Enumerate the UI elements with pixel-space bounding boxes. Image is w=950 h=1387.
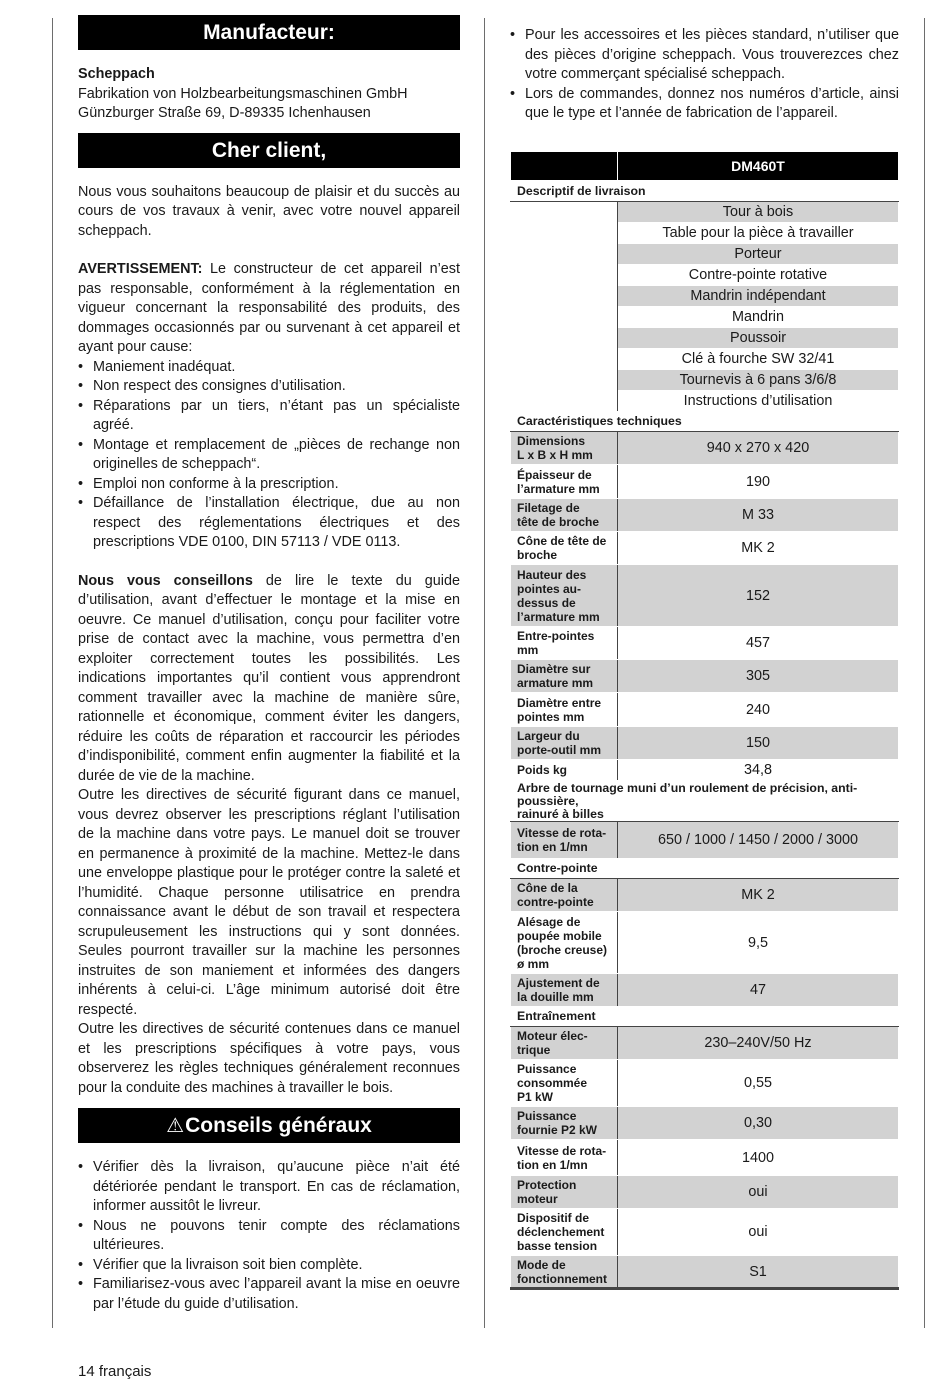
section-row [511, 1007, 899, 1027]
warning-paragraph [78, 260, 460, 358]
safety-paragraph: Outre les directives de sécurité figurant dans ce manuel, vous devrez observer les prescriptions réglant l’utilisation de la machine dans votre pays. Le manuel doit se trouver en permanence à proximité de la machine. Mettez-le dans une enveloppe plastique pour le protéger contre la saleté et l’humidité. Chaque personne utilisatrice en prendra connaissance avant le début de son travail et respectera scrupuleusement les instructions qui y sont données. Seules pourront travailler sur la machine les personnes instruites de son maniement et informées des dangers inhérents à celui-ci. L’âge minimum autorisé doit être respecté. [78, 787, 460, 1018]
model-header-row [511, 152, 899, 181]
delivery-item: Table pour la pièce à travailler [618, 223, 899, 244]
general-advice-item: • Vérifier que la livraison soit bien complète. [78, 1256, 460, 1276]
spec-label: Moteur élec- trique [511, 1027, 618, 1060]
spec-label: Mode de fonctionnement [511, 1256, 618, 1289]
delivery-item: Tournevis à 6 pans 3/6/8 [618, 370, 899, 391]
spec-row [511, 1256, 899, 1289]
delivery-item: Instructions d’utilisation [618, 391, 899, 412]
section-row [511, 181, 899, 202]
spec-label: Vitesse de rota- tion en 1/mn [511, 1140, 618, 1176]
manufacturer-name: Scheppach [78, 66, 155, 82]
parts-advice-item: • Pour les accessoires et les pièces standard, n’utiliser que des pièces d’origine scheppach. Vous trouverezces chez votre commerçant spécialisé scheppach. [510, 26, 899, 85]
general-advice-item: • Vérifier dès la livraison, qu’aucune pièce n’ait été détériorée pendant le transport. En cas de réclamation, informer aussitôt le livreur. [78, 1158, 460, 1217]
spec-value: oui [618, 1209, 899, 1256]
warning-text: Le constructeur de cet appareil n’est pas responsable, conformément à la réglementation en vigueur concernant la responsabilité des produits, des dommages occasionnés par ou survenant à cet appareil et ayant pour cause: [78, 261, 460, 355]
general-advice-list [78, 1158, 460, 1314]
spec-label: Hauteur des pointes au- dessus de l’armature mm [511, 565, 618, 627]
spec-row [511, 465, 899, 499]
drive-section-title: Entraînement [511, 1007, 899, 1027]
spec-row [511, 532, 899, 565]
spec-row [511, 1027, 899, 1060]
tailstock-section-title: Contre-pointe [511, 859, 899, 879]
spec-value: S1 [618, 1256, 899, 1289]
spec-value: 940 x 270 x 420 [618, 432, 899, 465]
spec-value: 457 [618, 627, 899, 660]
causes-list [78, 358, 460, 553]
advice-label: Nous vous conseillons [78, 572, 253, 589]
spec-label: Diamètre entre pointes mm [511, 693, 618, 727]
spec-row [511, 822, 899, 859]
spec-value: M 33 [618, 499, 899, 532]
spec-row [511, 727, 899, 760]
cause-item: • Montage et remplacement de „pièces de rechange non originelles de scheppach“. [78, 436, 460, 475]
parts-advice-list [510, 26, 899, 124]
specifications-table [510, 151, 899, 1290]
general-advice-heading [78, 1108, 460, 1143]
spec-value: 305 [618, 660, 899, 693]
spec-row [511, 974, 899, 1007]
delivery-blank-cell [511, 202, 618, 412]
right-margin-rule [924, 18, 925, 1328]
spec-row [511, 1176, 899, 1209]
spec-row [511, 879, 899, 912]
spec-value: 34,8 [618, 760, 899, 781]
spec-row [511, 627, 899, 660]
general-advice-title: Conseils généraux [185, 1114, 372, 1137]
spec-value: MK 2 [618, 879, 899, 912]
cause-item: • Réparations par un tiers, n’étant pas un spécialiste agréé. [78, 397, 460, 436]
spec-row [511, 432, 899, 465]
spec-value: 152 [618, 565, 899, 627]
spindle-section-title: Arbre de tournage muni d’un roulement de précision, anti-poussière, rainuré à billes [511, 781, 899, 822]
delivery-item: Contre-pointe rotative [618, 265, 899, 286]
spec-label: Diamètre sur armature mm [511, 660, 618, 693]
cause-item: • Emploi non conforme à la prescription. [78, 475, 460, 495]
spec-label: Entre-pointes mm [511, 627, 618, 660]
left-margin-rule [52, 18, 53, 1328]
spec-value: 650 / 1000 / 1450 / 2000 / 3000 [618, 822, 899, 859]
spec-value: oui [618, 1176, 899, 1209]
spec-value: 0,30 [618, 1107, 899, 1140]
spec-row [511, 660, 899, 693]
cause-item: • Défaillance de l’installation électrique, due au non respect des réglementations électriques et des prescriptions VDE 0100, DIN 57113 / VDE 0113. [78, 494, 460, 553]
delivery-item: Poussoir [618, 328, 899, 349]
general-advice-item: • Familiarisez-vous avec l’appareil avant la mise en oeuvre par l’étude du guide d’utilisation. [78, 1275, 460, 1314]
delivery-item: Clé à fourche SW 32/41 [618, 349, 899, 370]
spec-row [511, 912, 899, 974]
section-row [511, 859, 899, 879]
cause-item: • Maniement inadéquat. [78, 358, 460, 378]
delivery-item: Mandrin [618, 307, 899, 328]
spec-label: Protection moteur [511, 1176, 618, 1209]
page-footer: 14 français [78, 1363, 152, 1380]
model-name: DM460T [618, 152, 899, 181]
section-row [511, 781, 899, 822]
spec-value: 9,5 [618, 912, 899, 974]
spec-label: Épaisseur de l’armature mm [511, 465, 618, 499]
delivery-item: Tour à bois [618, 202, 899, 223]
spec-value: 1400 [618, 1140, 899, 1176]
model-header-spacer [511, 152, 618, 181]
warning-label: AVERTISSEMENT: [78, 261, 203, 277]
spec-label: Largeur du porte-outil mm [511, 727, 618, 760]
spec-label: Alésage de poupée mobile (broche creuse) ø mm [511, 912, 618, 974]
advice-paragraph [78, 572, 460, 787]
tech-section-title: Caractéristiques techniques [511, 412, 899, 432]
spec-row [511, 1060, 899, 1107]
spec-value: 240 [618, 693, 899, 727]
delivery-item: Porteur [618, 244, 899, 265]
spec-label: Puissance consommée P1 kW [511, 1060, 618, 1107]
warning-triangle-icon: ⚠ [166, 1115, 185, 1137]
spec-row [511, 1209, 899, 1256]
spec-value: 190 [618, 465, 899, 499]
right-column [510, 26, 899, 124]
advice-text: de lire le texte du guide d’utilisation, avant d’effectuer le montage et la mise en oeuvre. Ce manuel d’utilisation, conçu pour faciliter votre prise de contact avec la machine, vous permettra d’en exploiter correctement toutes les possibilités. Les indications importantes qu’il contient vous apprendront comment travailler avec la machine de manière sûre, rationnelle et économique, comment éviter les dangers, réduire les coûts de réparation et raccourcir les périodes d’indisponibilité, comment enfin augmenter la fiabilité et la durée de vie de la machine. [78, 572, 460, 784]
spec-row [511, 693, 899, 727]
delivery-row [511, 202, 899, 223]
spec-label: Filetage de tête de broche [511, 499, 618, 532]
general-advice-item: • Nous ne pouvons tenir compte des réclamations ultérieures. [78, 1217, 460, 1256]
manufacturer-address: Günzburger Straße 69, D-89335 Ichenhausen [78, 105, 371, 121]
spec-row [511, 565, 899, 627]
spec-label: Cône de la contre-pointe [511, 879, 618, 912]
spec-label: Puissance fournie P2 kW [511, 1107, 618, 1140]
left-column [78, 15, 460, 1314]
section-row [511, 412, 899, 432]
parts-advice-item: • Lors de commandes, donnez nos numéros d’article, ainsi que le type et l’année de fabrication de l’appareil. [510, 85, 899, 124]
delivery-section-title: Descriptif de livraison [511, 181, 899, 202]
center-column-rule [484, 18, 485, 1328]
spec-value: 150 [618, 727, 899, 760]
spec-row [511, 1140, 899, 1176]
spec-label: Vitesse de rota- tion en 1/mn [511, 822, 618, 859]
spec-value: MK 2 [618, 532, 899, 565]
cause-item: • Non respect des consignes d’utilisation. [78, 377, 460, 397]
client-intro: Nous vous souhaitons beaucoup de plaisir et du succès au cours de vos travaux à venir, avec votre nouvel appareil scheppach. [78, 183, 460, 239]
spec-row [511, 499, 899, 532]
spec-row [511, 1107, 899, 1140]
spec-label: Poids kg [511, 760, 618, 781]
spec-row [511, 760, 899, 781]
spec-value: 47 [618, 974, 899, 1007]
manufacturer-heading: Manufacteur: [78, 15, 460, 50]
spec-label: Cône de tête de broche [511, 532, 618, 565]
spec-label: Ajustement de la douille mm [511, 974, 618, 1007]
manufacturer-line-1: Fabrikation von Holzbearbeitungsmaschinen GmbH [78, 85, 408, 102]
spec-label: Dimensions L x B x H mm [511, 432, 618, 465]
client-heading: Cher client, [78, 133, 460, 168]
spec-value: 230–240V/50 Hz [618, 1027, 899, 1060]
rules-paragraph: Outre les directives de sécurité contenues dans ce manuel et les prescriptions spécifiques à votre pays, vous observerez les règles techniques généralement reconnues pour la conduite des machines à travailler le bois. [78, 1021, 460, 1096]
spec-label: Dispositif de déclenchement basse tension [511, 1209, 618, 1256]
delivery-item: Mandrin indépendant [618, 286, 899, 307]
spec-value: 0,55 [618, 1060, 899, 1107]
